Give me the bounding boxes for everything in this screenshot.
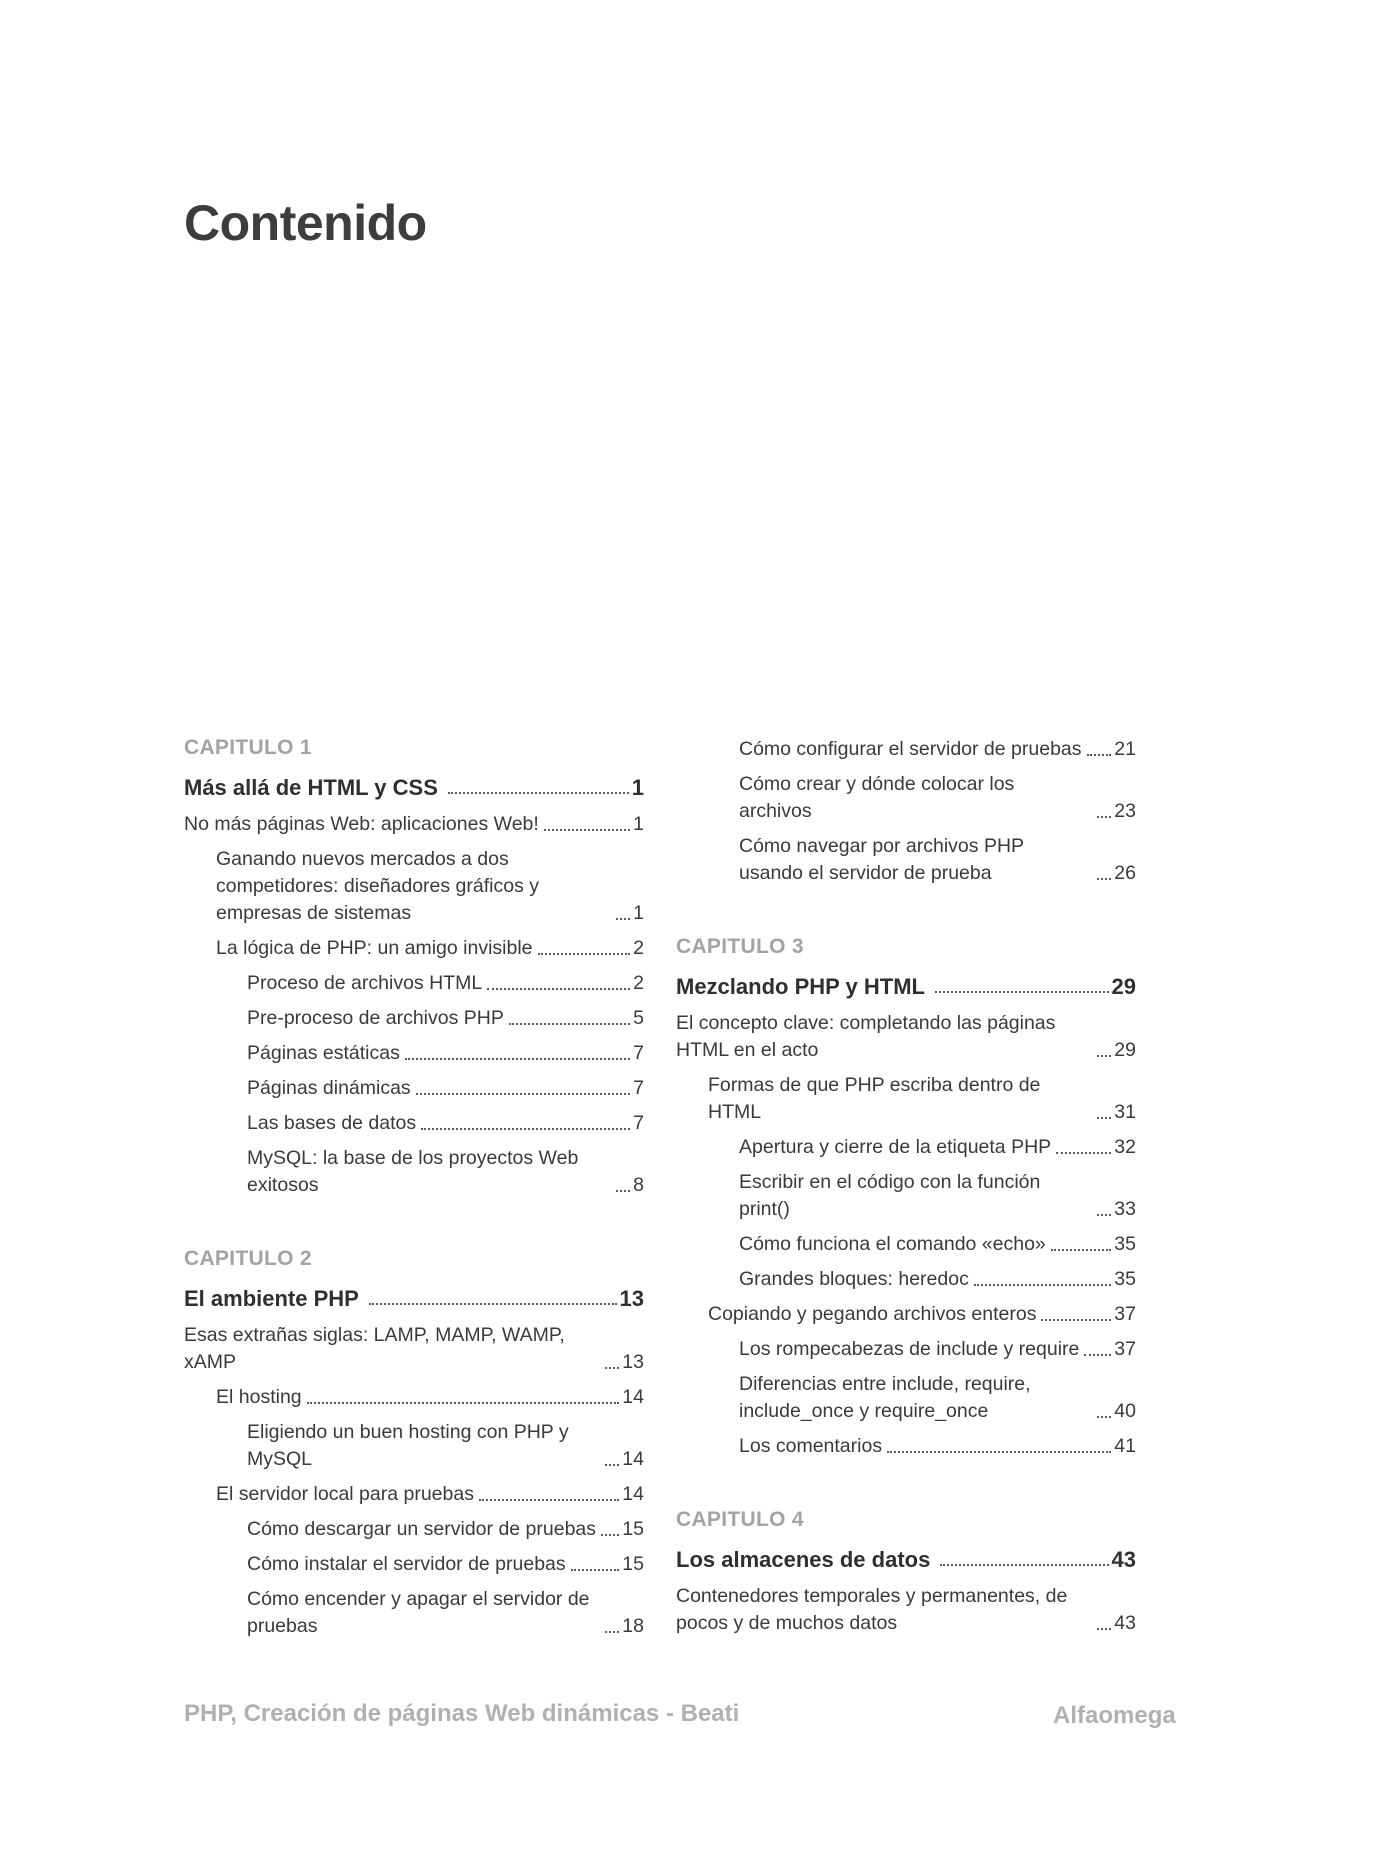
page-number: 41 bbox=[1114, 1435, 1136, 1457]
chapter-label: CAPITULO 3 bbox=[676, 935, 804, 958]
toc-entry[interactable] bbox=[184, 1110, 644, 1137]
footer-book-title: PHP, Creación de páginas Web dinámicas - Beati bbox=[184, 1700, 740, 1727]
dot-leader bbox=[544, 829, 630, 831]
chapter-title: Más allá de HTML y CSS bbox=[184, 775, 438, 800]
section-spacer bbox=[184, 1207, 644, 1247]
toc-entry-title: Páginas dinámicas bbox=[247, 1077, 411, 1099]
toc-entry-title: Los comentarios bbox=[739, 1435, 883, 1457]
toc-entry-title: Cómo instalar el servidor de pruebas bbox=[247, 1553, 566, 1575]
dot-leader bbox=[1087, 754, 1112, 756]
page-number: 1 bbox=[631, 775, 644, 800]
toc-entry[interactable] bbox=[184, 1040, 644, 1067]
dot-leader bbox=[605, 1464, 619, 1466]
page-number: 7 bbox=[633, 1112, 644, 1134]
page-number: 8 bbox=[633, 1174, 644, 1196]
toc-entry[interactable] bbox=[676, 1010, 1136, 1064]
page-number: 13 bbox=[622, 1351, 644, 1373]
chapter-title-entry[interactable] bbox=[184, 774, 644, 801]
page-number: 29 bbox=[1111, 974, 1136, 999]
page-number: 1 bbox=[633, 813, 644, 835]
dot-leader bbox=[616, 1190, 630, 1192]
toc-entry-title: Diferencias entre include, require, include_once y require_once bbox=[739, 1373, 1031, 1422]
page-number: 43 bbox=[1111, 1547, 1136, 1572]
toc-entry[interactable] bbox=[676, 1072, 1136, 1126]
page-number: 23 bbox=[1114, 800, 1136, 822]
toc-entry-title: Escribir en el código con la función print() bbox=[739, 1171, 1041, 1220]
toc-entry-title: Apertura y cierre de la etiqueta PHP bbox=[739, 1136, 1052, 1158]
toc-right-column bbox=[676, 736, 1136, 1645]
toc-entry-title: El concepto clave: completando las páginas HTML en el acto bbox=[676, 1012, 1056, 1061]
toc-entry-title: Ganando nuevos mercados a dos competidores: diseñadores gráficos y empresas de sistemas bbox=[216, 848, 539, 924]
toc-entry[interactable] bbox=[184, 1145, 644, 1199]
toc-entry[interactable] bbox=[184, 846, 644, 927]
dot-leader bbox=[605, 1367, 619, 1369]
section-spacer bbox=[676, 895, 1136, 935]
toc-entry-title: Cómo descargar un servidor de pruebas bbox=[247, 1518, 597, 1540]
page-number: 43 bbox=[1114, 1612, 1136, 1634]
toc-entry[interactable] bbox=[184, 1481, 644, 1508]
dot-leader bbox=[974, 1284, 1111, 1286]
dot-leader bbox=[1097, 816, 1111, 818]
dot-leader bbox=[605, 1631, 619, 1633]
chapter-title-entry[interactable] bbox=[184, 1285, 644, 1312]
chapter-label: CAPITULO 2 bbox=[184, 1247, 312, 1270]
dot-leader bbox=[1097, 1117, 1111, 1119]
toc-entry[interactable] bbox=[676, 1266, 1136, 1293]
toc-entry[interactable] bbox=[676, 1169, 1136, 1223]
dot-leader bbox=[571, 1569, 620, 1571]
page-number: 37 bbox=[1114, 1338, 1136, 1360]
toc-entry-title: MySQL: la base de los proyectos Web exitosos bbox=[247, 1147, 579, 1196]
chapter-title-entry[interactable] bbox=[676, 973, 1136, 1000]
page-number: 5 bbox=[633, 1007, 644, 1029]
page-number: 35 bbox=[1114, 1233, 1136, 1255]
dot-leader bbox=[416, 1093, 630, 1095]
toc-entry-title: Los rompecabezas de include y require bbox=[739, 1338, 1080, 1360]
page-number: 37 bbox=[1114, 1303, 1136, 1325]
dot-leader bbox=[1097, 1628, 1111, 1630]
toc-entry[interactable] bbox=[184, 1586, 644, 1640]
page-number: 14 bbox=[622, 1386, 644, 1408]
toc-entry-title: Cómo crear y dónde colocar los archivos bbox=[739, 773, 1015, 822]
toc-entry[interactable] bbox=[676, 1371, 1136, 1425]
page-number: 31 bbox=[1114, 1101, 1136, 1123]
toc-entry-title: No más páginas Web: aplicaciones Web! bbox=[184, 813, 539, 835]
dot-leader bbox=[448, 792, 629, 794]
toc-entry-title: Copiando y pegando archivos enteros bbox=[708, 1303, 1037, 1325]
dot-leader bbox=[1084, 1354, 1111, 1356]
dot-leader bbox=[509, 1023, 630, 1025]
dot-leader bbox=[887, 1451, 1111, 1453]
dot-leader bbox=[538, 953, 631, 955]
toc-entry-title: Grandes bloques: heredoc bbox=[739, 1268, 969, 1290]
page-number: 2 bbox=[633, 937, 644, 959]
toc-entry[interactable] bbox=[676, 736, 1136, 763]
toc-entry[interactable] bbox=[676, 1433, 1136, 1460]
chapter-title-entry[interactable] bbox=[676, 1546, 1136, 1573]
toc-entry-title: Cómo funciona el comando «echo» bbox=[739, 1233, 1046, 1255]
dot-leader bbox=[405, 1058, 630, 1060]
page-number: 14 bbox=[622, 1483, 644, 1505]
page-number: 15 bbox=[622, 1518, 644, 1540]
dot-leader bbox=[940, 1564, 1108, 1566]
dot-leader bbox=[1051, 1249, 1112, 1251]
chapter-label: CAPITULO 4 bbox=[676, 1508, 804, 1531]
page-number: 7 bbox=[633, 1042, 644, 1064]
page-number: 18 bbox=[622, 1615, 644, 1637]
dot-leader bbox=[369, 1303, 617, 1305]
section-spacer bbox=[676, 1468, 1136, 1508]
toc-entry[interactable] bbox=[184, 970, 644, 997]
toc-entry-title: Cómo navegar por archivos PHP usando el servidor de prueba bbox=[739, 835, 1024, 884]
toc-entry[interactable] bbox=[676, 771, 1136, 825]
toc-entry-title: El servidor local para pruebas bbox=[216, 1483, 474, 1505]
toc-entry[interactable] bbox=[676, 1301, 1136, 1328]
toc-entry[interactable] bbox=[184, 1384, 644, 1411]
dot-leader bbox=[1041, 1319, 1111, 1321]
toc-entry-title: La lógica de PHP: un amigo invisible bbox=[216, 937, 533, 959]
toc-entry-title: Cómo configurar el servidor de pruebas bbox=[739, 738, 1082, 760]
page-number: 1 bbox=[633, 902, 644, 924]
dot-leader bbox=[935, 991, 1109, 993]
page-number: 33 bbox=[1114, 1198, 1136, 1220]
toc-entry-title: Pre-proceso de archivos PHP bbox=[247, 1007, 504, 1029]
dot-leader bbox=[487, 988, 630, 990]
page-number: 35 bbox=[1114, 1268, 1136, 1290]
toc-entry-title: Proceso de archivos HTML bbox=[247, 972, 483, 994]
page-number: 40 bbox=[1114, 1400, 1136, 1422]
chapter-title: Los almacenes de datos bbox=[676, 1547, 931, 1572]
dot-leader bbox=[307, 1402, 620, 1404]
toc-left-column bbox=[184, 736, 644, 1648]
page-number: 15 bbox=[622, 1553, 644, 1575]
toc-entry[interactable] bbox=[184, 1551, 644, 1578]
toc-entry[interactable] bbox=[676, 1583, 1136, 1637]
toc-entry[interactable] bbox=[184, 1516, 644, 1543]
toc-entry[interactable] bbox=[676, 1336, 1136, 1363]
page-number: 7 bbox=[633, 1077, 644, 1099]
toc-entry-title: Las bases de datos bbox=[247, 1112, 417, 1134]
toc-entry[interactable] bbox=[184, 1005, 644, 1032]
page-number: 29 bbox=[1114, 1039, 1136, 1061]
chapter-title: El ambiente PHP bbox=[184, 1286, 359, 1311]
dot-leader bbox=[1097, 1416, 1111, 1418]
page-number: 13 bbox=[619, 1286, 644, 1311]
chapter-title: Mezclando PHP y HTML bbox=[676, 974, 925, 999]
toc-entry[interactable] bbox=[676, 1231, 1136, 1258]
page-number: 26 bbox=[1114, 862, 1136, 884]
toc-entry[interactable] bbox=[184, 1075, 644, 1102]
toc-entry[interactable] bbox=[184, 811, 644, 838]
page-number: 21 bbox=[1114, 738, 1136, 760]
toc-entry[interactable] bbox=[184, 1419, 644, 1473]
dot-leader bbox=[601, 1534, 619, 1536]
toc-entry[interactable] bbox=[184, 1322, 644, 1376]
dot-leader bbox=[479, 1499, 619, 1501]
chapter-label: CAPITULO 1 bbox=[184, 736, 312, 759]
toc-entry-title: Eligiendo un buen hosting con PHP y MySQL bbox=[247, 1421, 569, 1470]
toc-entry-title: Páginas estáticas bbox=[247, 1042, 400, 1064]
toc-entry[interactable] bbox=[676, 1134, 1136, 1161]
toc-entry-title: Formas de que PHP escriba dentro de HTML bbox=[708, 1074, 1041, 1123]
toc-entry[interactable] bbox=[676, 833, 1136, 887]
toc-entry[interactable] bbox=[184, 935, 644, 962]
dot-leader bbox=[1097, 1055, 1111, 1057]
toc-entry-title: El hosting bbox=[216, 1386, 302, 1408]
dot-leader bbox=[1097, 1214, 1111, 1216]
dot-leader bbox=[616, 918, 630, 920]
page-number: 14 bbox=[622, 1448, 644, 1470]
page-title: Contenido bbox=[184, 195, 427, 251]
dot-leader bbox=[421, 1128, 630, 1130]
dot-leader bbox=[1056, 1152, 1111, 1154]
footer-publisher: Alfaomega bbox=[1053, 1702, 1176, 1729]
toc-entry-title: Contenedores temporales y permanentes, de pocos y de muchos datos bbox=[676, 1585, 1068, 1634]
page-number: 32 bbox=[1114, 1136, 1136, 1158]
toc-entry-title: Esas extrañas siglas: LAMP, MAMP, WAMP, xAMP bbox=[184, 1324, 565, 1373]
dot-leader bbox=[1097, 878, 1111, 880]
toc-entry-title: Cómo encender y apagar el servidor de pruebas bbox=[247, 1588, 590, 1637]
page-number: 2 bbox=[633, 972, 644, 994]
